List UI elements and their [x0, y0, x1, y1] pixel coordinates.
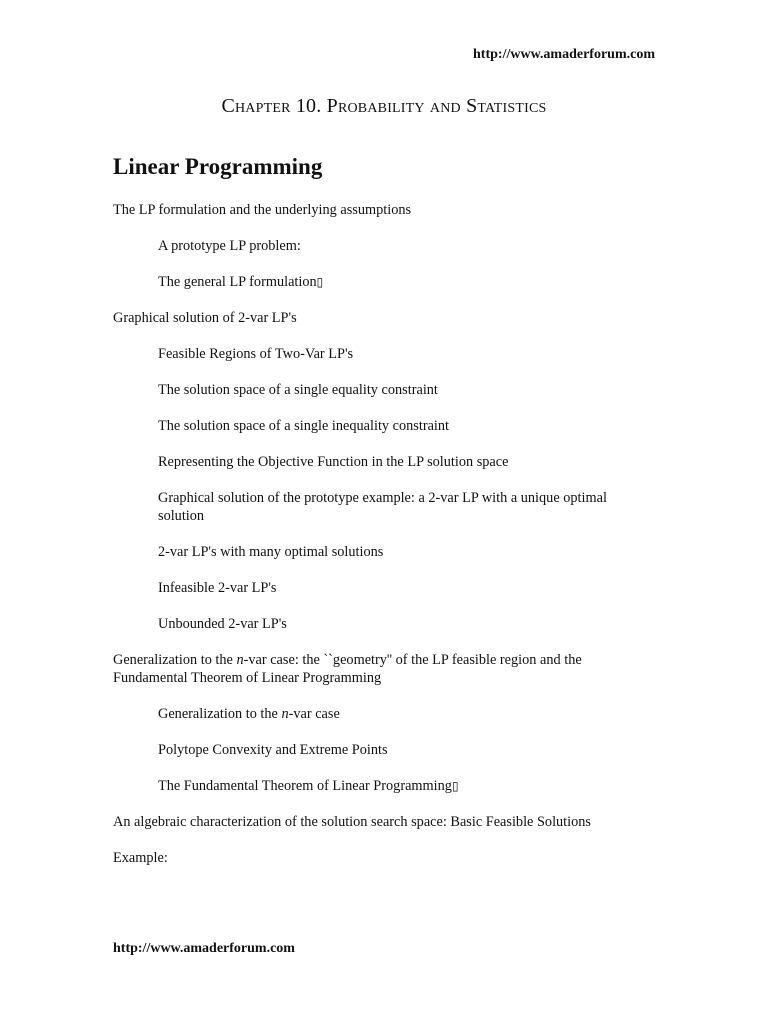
toc-item-text: Polytope Convexity and Extreme Points [158, 742, 388, 758]
toc-item-text: The solution space of a single equality constraint [158, 382, 438, 398]
toc-item-inequality-constraint [113, 417, 643, 435]
section-title: Linear Programming [113, 154, 323, 179]
toc-item-basic-feasible-solutions [113, 813, 643, 831]
toc-item-text: The LP formulation and the underlying assumptions [113, 202, 412, 218]
toc-item-equality-constraint [113, 381, 643, 399]
header-url[interactable]: http://www.amaderforum.com [473, 47, 655, 62]
toc-item-fundamental-theorem [113, 777, 643, 795]
footer-url[interactable]: http://www.amaderforum.com [113, 941, 295, 956]
toc-item-general-formulation [113, 273, 643, 291]
toc-item-prototype-graphical-solution [113, 489, 643, 525]
toc-item-text-italic: n [281, 706, 289, 722]
toc-item-unbounded [113, 615, 643, 633]
toc-item-text-post: -var case: the ``geometry'' of the LP feasible region and the Fundamental Theorem of Linear Programming [113, 652, 582, 686]
toc-item-text: A prototype LP problem: [158, 238, 301, 254]
toc-item-text: Graphical solution of the prototype example: a 2-var LP with a unique optimal solution [158, 490, 607, 524]
toc-item-infeasible [113, 579, 643, 597]
toc-item-graphical-solution [113, 309, 643, 327]
toc-item-text: The solution space of a single inequality constraint [158, 418, 450, 434]
toc-item-text: Example: [113, 850, 168, 866]
box-marker-icon: ▯ [451, 779, 459, 793]
toc-item-text: Unbounded 2-var LP's [158, 616, 287, 632]
toc-item-text: Infeasible 2-var LP's [158, 580, 277, 596]
toc-item-text: The general LP formulation [158, 274, 317, 290]
toc-item-text: 2-var LP's with many optimal solutions [158, 544, 384, 560]
toc-item-text: An algebraic characterization of the solution search space: Basic Feasible Solutions [113, 814, 591, 830]
toc-item-text: Representing the Objective Function in the LP solution space [158, 454, 509, 470]
toc-item-many-optimal-solutions [113, 543, 643, 561]
toc-item-text-pre: Generalization to the [113, 652, 237, 668]
toc-item-text: The Fundamental Theorem of Linear Programming [158, 778, 452, 794]
toc-item-text: Graphical solution of 2-var LP's [113, 310, 297, 326]
table-of-contents [113, 201, 643, 885]
toc-item-lp-formulation [113, 201, 643, 219]
toc-item-objective-function [113, 453, 643, 471]
toc-item-feasible-regions [113, 345, 643, 363]
toc-item-polytope-convexity [113, 741, 643, 759]
box-marker-icon: ▯ [316, 275, 324, 289]
toc-item-text-italic: n [236, 652, 244, 668]
toc-item-n-var-case [113, 705, 643, 723]
chapter-title: Chapter 10. Probability and Statistics [221, 95, 547, 117]
toc-item-text-pre: Generalization to the [158, 706, 282, 722]
toc-item-n-var-generalization [113, 651, 643, 687]
toc-item-prototype-problem [113, 237, 643, 255]
toc-item-text-post: -var case [288, 706, 340, 722]
toc-item-example [113, 849, 643, 867]
toc-item-text: Feasible Regions of Two-Var LP's [158, 346, 354, 362]
